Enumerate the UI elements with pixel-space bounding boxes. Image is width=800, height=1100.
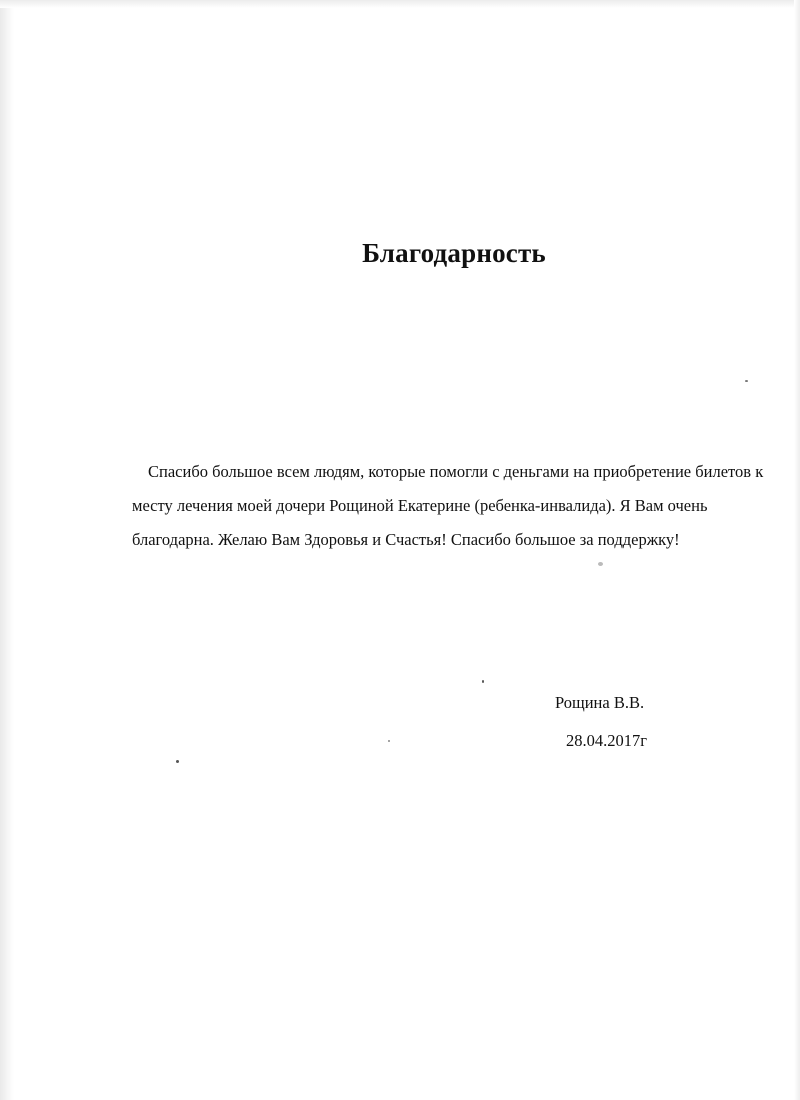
scan-speck — [176, 760, 179, 763]
signature-date: 28.04.2017г — [566, 731, 648, 750]
paragraph-line-1: Спасибо большое всем людям, которые помогли с деньгами на приобретение билетов к — [148, 462, 764, 481]
thanks-paragraph — [132, 455, 772, 557]
scan-edge-top — [0, 0, 800, 8]
scan-speck — [482, 680, 484, 683]
paragraph-line-3: благодарна. Желаю Вам Здоровья и Счастья! Спасибо большое за поддержку! — [132, 530, 680, 549]
scan-speck — [388, 740, 390, 742]
scan-edge-left — [0, 0, 14, 1100]
document-title: Благодарность — [362, 238, 546, 268]
signature-name: Рощина В.В. — [555, 693, 645, 712]
scan-speck — [598, 562, 603, 566]
paragraph-line-2: месту лечения моей дочери Рощиной Екатерине (ребенка-инвалида). Я Вам очень — [132, 496, 708, 515]
scan-edge-right — [794, 0, 800, 1100]
scan-speck — [745, 380, 748, 382]
